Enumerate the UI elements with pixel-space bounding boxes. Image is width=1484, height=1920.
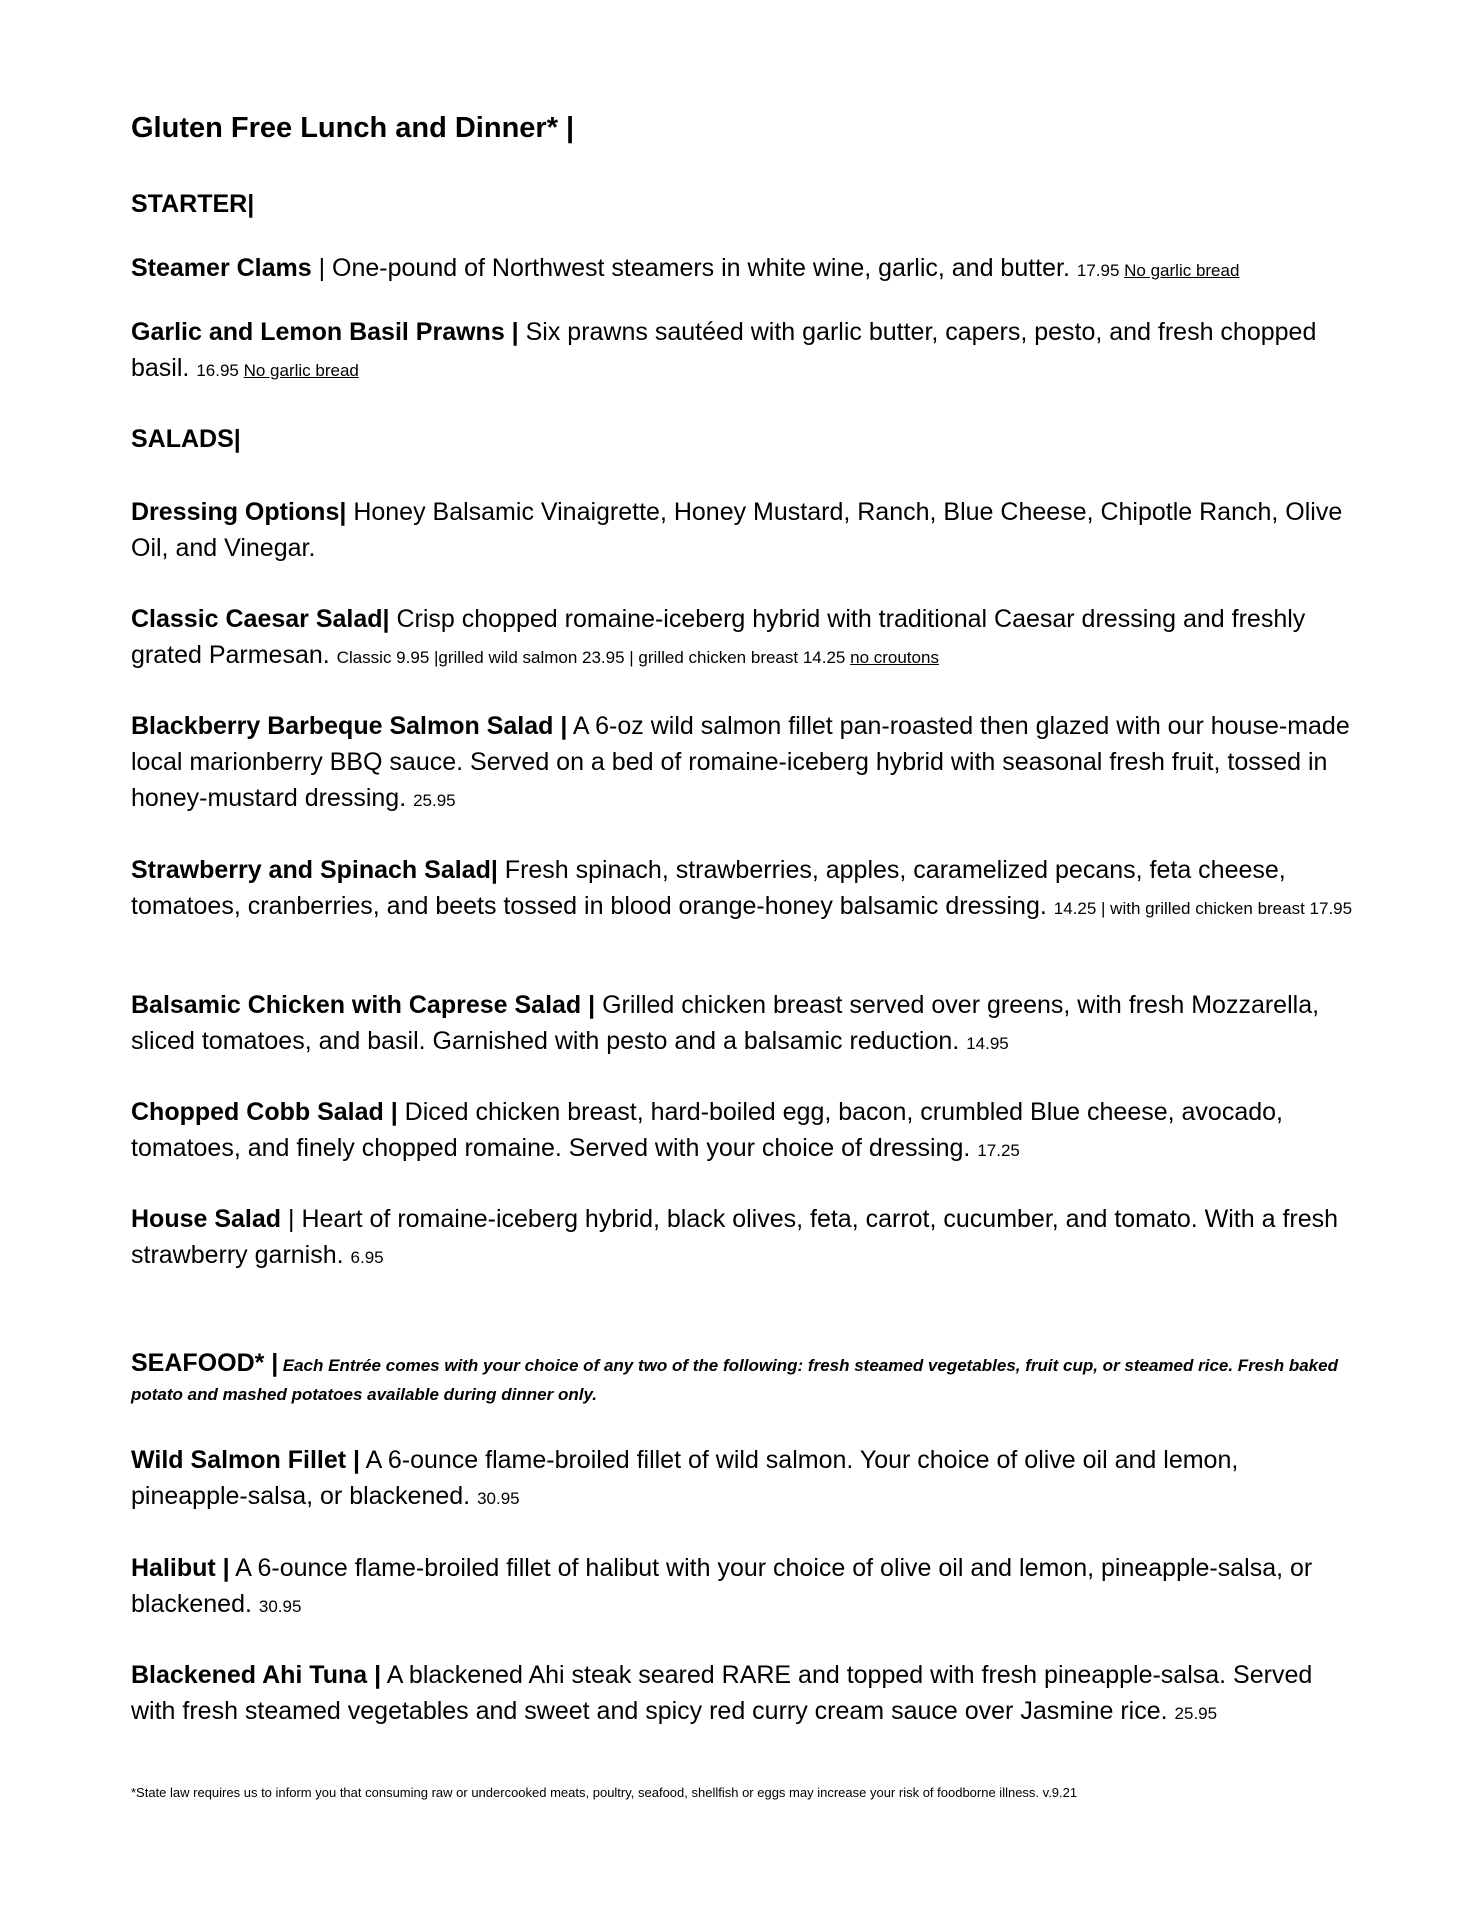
item-separator <box>398 1098 405 1126</box>
menu-item-caesar-salad <box>131 601 1361 676</box>
item-note: no croutons <box>850 648 939 667</box>
item-price: 14.25 | with grilled chicken breast 17.95 <box>1053 899 1353 918</box>
item-name: Steamer Clams <box>131 254 312 282</box>
menu-item-dressing-options <box>131 494 1361 566</box>
item-description: Heart of romaine-iceberg hybrid, black olives, feta, carrot, cucumber, and tomato. With a fresh strawberry garnish. <box>131 1205 1339 1269</box>
item-description: Diced chicken breast, hard-boiled egg, bacon, crumbled Blue cheese, avocado, tomatoes, and finely chopped romaine. Served with your choice of dressing. <box>131 1098 1283 1162</box>
item-description: A 6-ounce flame-broiled fillet of wild salmon. Your choice of olive oil and lemon, pineapple-salsa, or blackened. <box>131 1446 1239 1510</box>
item-name: Blackberry Barbeque Salmon Salad | <box>131 712 568 740</box>
item-separator <box>390 605 397 633</box>
menu-item-blackberry-salmon-salad <box>131 708 1361 819</box>
item-price: 25.95 <box>1174 1704 1218 1723</box>
menu-item-halibut <box>131 1550 1361 1625</box>
item-separator: | <box>281 1205 302 1233</box>
menu-item-house-salad <box>131 1201 1361 1276</box>
seafood-heading: SEAFOOD* | <box>131 1349 279 1377</box>
item-description: A blackened Ahi steak seared RARE and topped with fresh pineapple-salsa. Served with fresh steamed vegetables and sweet and spicy red curry cream sauce over Jasmine rice. <box>131 1661 1313 1725</box>
item-price: 30.95 <box>477 1489 520 1508</box>
item-name: Strawberry and Spinach Salad| <box>131 856 498 884</box>
menu-item-caprese-salad <box>131 987 1361 1062</box>
item-description: One-pound of Northwest steamers in white wine, garlic, and butter. <box>332 254 1077 282</box>
item-price: 17.25 <box>977 1141 1020 1160</box>
item-separator <box>498 856 505 884</box>
page-title: Gluten Free Lunch and Dinner* | <box>131 112 575 144</box>
menu-item-wild-salmon-fillet <box>131 1442 1361 1517</box>
starter-heading: STARTER| <box>131 190 255 218</box>
item-name: Halibut | <box>131 1554 230 1582</box>
legal-footnote: *State law requires us to inform you that consuming raw or undercooked meats, poultry, seafood, shellfish or eggs may increase your risk of foodborne illness. v.9.21 <box>131 1785 1078 1800</box>
salads-heading: SALADS| <box>131 425 241 453</box>
item-description: Grilled chicken breast served over greens, with fresh Mozzarella, sliced tomatoes, and basil. Garnished with pesto and a balsamic reduction. <box>131 991 1320 1055</box>
item-name: Garlic and Lemon Basil Prawns | <box>131 318 519 346</box>
item-description: Honey Balsamic Vinaigrette, Honey Mustard, Ranch, Blue Cheese, Chipotle Ranch, Olive Oil, and Vinegar. <box>131 498 1343 562</box>
item-price: 6.95 <box>350 1248 384 1267</box>
item-name: Classic Caesar Salad| <box>131 605 390 633</box>
item-name: Dressing Options| <box>131 498 347 526</box>
item-separator <box>519 318 526 346</box>
seafood-description: Each Entrée comes with your choice of any two of the following: fresh steamed vegetables, fruit cup, or steamed rice. Fresh baked potato and mashed potatoes available during dinner only. <box>131 1356 1338 1404</box>
item-name: Chopped Cobb Salad | <box>131 1098 398 1126</box>
menu-item-blackened-ahi-tuna <box>131 1657 1361 1732</box>
item-price: 30.95 <box>258 1597 302 1616</box>
item-price: 17.95 <box>1076 261 1125 280</box>
item-name: Balsamic Chicken with Caprese Salad | <box>131 991 596 1019</box>
item-description: A 6-ounce flame-broiled fillet of halibut with your choice of olive oil and lemon, pineapple-salsa, or blackened. <box>131 1554 1313 1618</box>
item-price: 14.95 <box>966 1034 1009 1053</box>
seafood-header <box>131 1349 1371 1410</box>
item-description: Crisp chopped romaine-iceberg hybrid with traditional Caesar dressing and freshly grated Parmesan. <box>131 605 1306 669</box>
item-price: 16.95 <box>196 361 244 380</box>
menu-item-strawberry-spinach-salad <box>131 852 1361 927</box>
item-name: House Salad <box>131 1205 282 1233</box>
item-name: Wild Salmon Fillet | <box>131 1446 361 1474</box>
item-price: Classic 9.95 |grilled wild salmon 23.95 | grilled chicken breast 14.25 <box>336 648 851 667</box>
menu-item-cobb-salad <box>131 1094 1361 1169</box>
item-note: No garlic bread <box>1124 261 1240 280</box>
item-description: Fresh spinach, strawberries, apples, caramelized pecans, feta cheese, tomatoes, cranberries, and beets tossed in blood orange-honey balsamic dressing. <box>131 856 1286 920</box>
item-description: A 6-oz wild salmon fillet pan-roasted then glazed with our house-made local marionberry BBQ sauce. Served on a bed of romaine-iceberg hybrid with seasonal fresh fruit, tossed in honey-mustard dressing. <box>131 712 1350 812</box>
item-name: Blackened Ahi Tuna | <box>131 1661 382 1689</box>
item-description: Six prawns sautéed with garlic butter, capers, pesto, and fresh chopped basil. <box>131 318 1317 382</box>
item-separator: | <box>311 254 333 282</box>
menu-item-steamer-clams <box>131 250 1361 289</box>
menu-item-garlic-prawns <box>131 314 1361 389</box>
item-price: 25.95 <box>413 791 456 810</box>
item-note: No garlic bread <box>243 361 359 380</box>
